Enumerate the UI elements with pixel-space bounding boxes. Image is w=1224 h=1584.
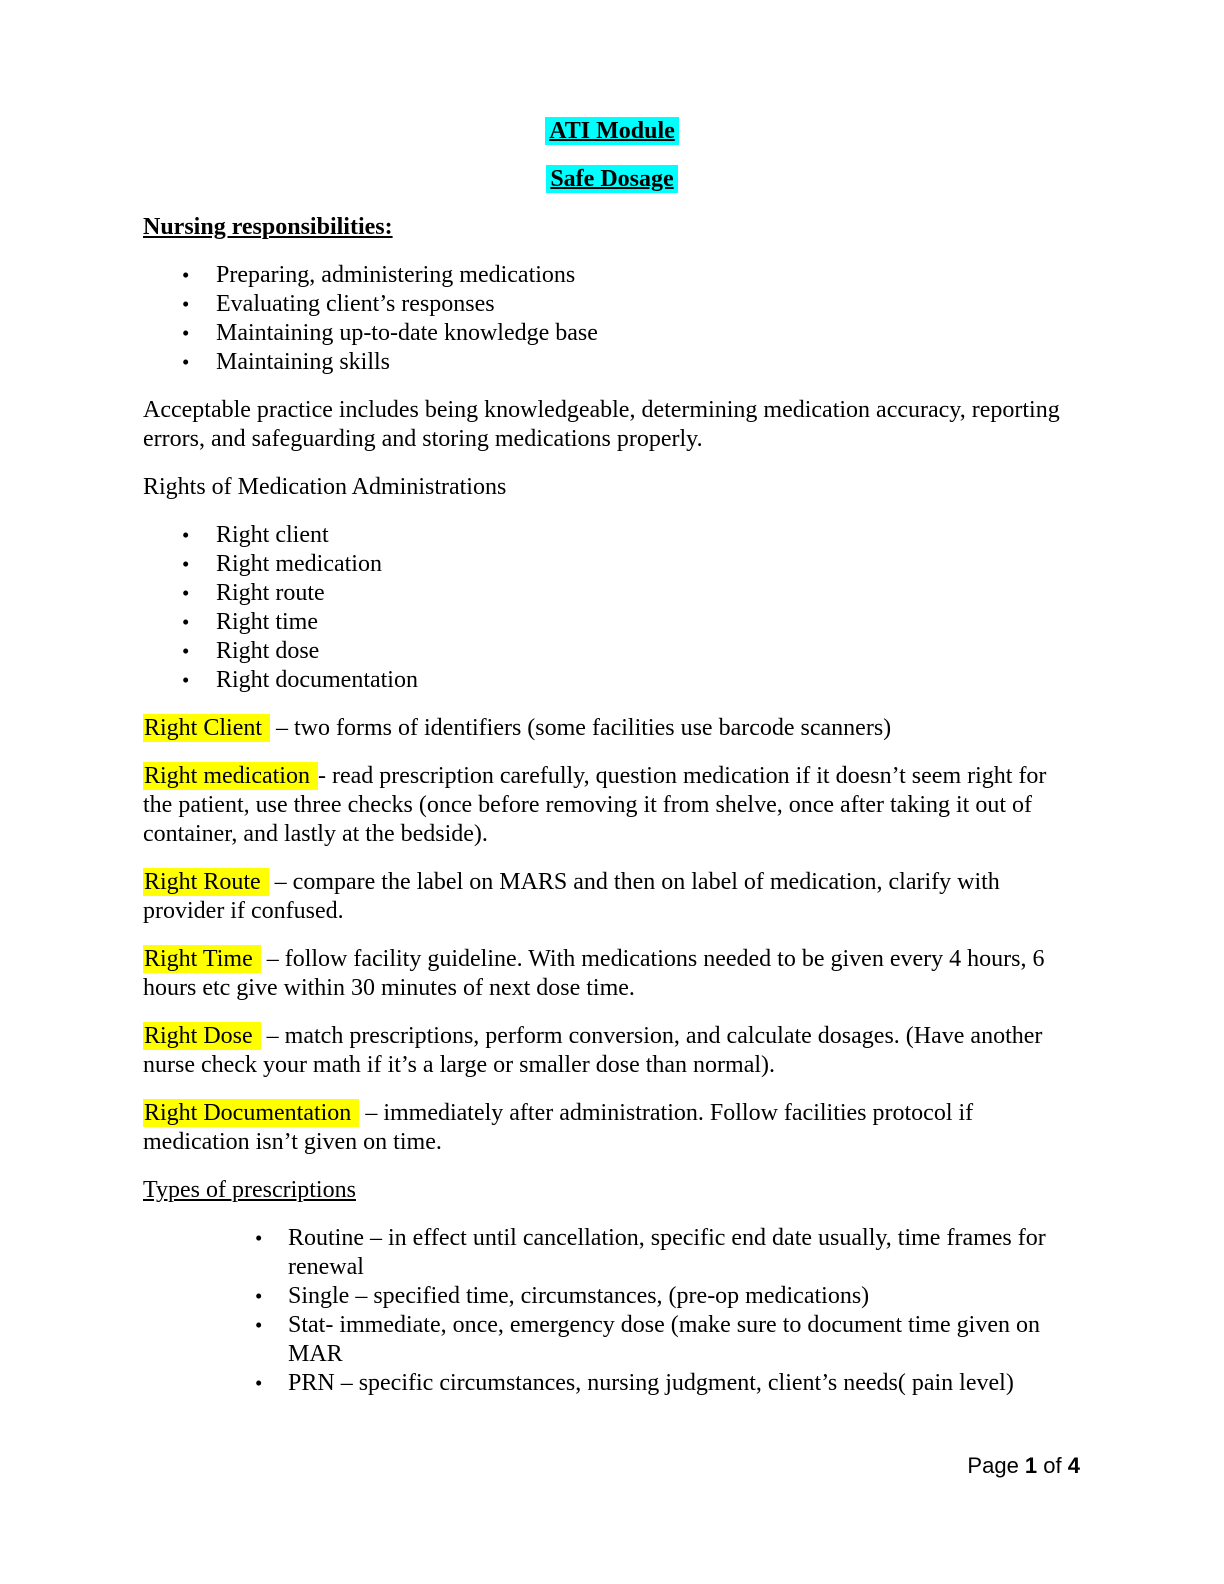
highlighted-term: Right Time (143, 945, 261, 973)
prescription-types-list (143, 1224, 1081, 1398)
rights-of-medication-heading: Rights of Medication Administrations (143, 474, 507, 500)
highlighted-term: Right Documentation (143, 1099, 359, 1127)
list-item: • Stat- immediate, once, emergency dose (make sure to document time given on MAR (143, 1311, 1081, 1369)
right-time-definition (143, 945, 1081, 1003)
section-heading-types-of-prescriptions: Types of prescriptions (143, 1177, 356, 1203)
list-item: • Single – specified time, circumstances, (pre-op medications) (143, 1282, 1081, 1311)
list-item: • PRN – specific circumstances, nursing judgment, client’s needs( pain level) (143, 1369, 1081, 1398)
definition-text: – follow facility guideline. With medications needed to be given every 4 hours, 6 hours etc give within 30 minutes of next dose time. (143, 946, 1051, 1001)
definition-text: – match prescriptions, perform conversion, and calculate dosages. (Have another nurse check your math if it’s a large or smaller dose than normal). (143, 1023, 1049, 1078)
list-item: • Evaluating client’s responses (143, 290, 1081, 319)
document-title: ATI Module (545, 117, 679, 145)
list-item: • Right dose (143, 637, 1081, 666)
section-heading-nursing-responsibilities: Nursing responsibilities: (143, 214, 393, 240)
highlighted-term: Right medication (143, 762, 318, 790)
list-item: • Right client (143, 521, 1081, 550)
page-footer (967, 1452, 1080, 1480)
page-label: Page (967, 1453, 1025, 1478)
list-item: • Right medication (143, 550, 1081, 579)
page-number: 1 (1024, 1453, 1038, 1478)
highlighted-term: Right Dose (143, 1022, 261, 1050)
definition-text: – two forms of identifiers (some facilities use barcode scanners) (270, 715, 892, 741)
nursing-responsibilities-list (143, 261, 1081, 377)
right-dose-definition (143, 1022, 1081, 1080)
acceptable-practice-paragraph: Acceptable practice includes being knowledgeable, determining medication accuracy, reporting errors, and safeguarding and storing medications properly. (143, 397, 1066, 452)
list-item: • Maintaining skills (143, 348, 1081, 377)
right-client-definition (143, 714, 1081, 743)
subtitle-row (143, 165, 1081, 194)
rights-of-medication-list (143, 521, 1081, 695)
definition-text: – compare the label on MARS and then on label of medication, clarify with provider if confused. (143, 869, 1006, 924)
highlighted-term: Right Route (143, 868, 269, 896)
right-route-definition (143, 868, 1081, 926)
list-item: • Right time (143, 608, 1081, 637)
of-label: of (1037, 1453, 1068, 1478)
definition-text: – immediately after administration. Follow facilities protocol if medication isn’t given on time. (143, 1100, 980, 1155)
list-item: • Right route (143, 579, 1081, 608)
title-row (143, 117, 1081, 146)
total-pages: 4 (1067, 1453, 1080, 1478)
list-item: • Right documentation (143, 666, 1081, 695)
right-documentation-definition (143, 1099, 1081, 1157)
highlighted-term: Right Client (143, 714, 270, 742)
document-subtitle: Safe Dosage (546, 165, 677, 193)
list-item: • Preparing, administering medications (143, 261, 1081, 290)
list-item: • Routine – in effect until cancellation, specific end date usually, time frames for renewal (143, 1224, 1081, 1282)
list-item: • Maintaining up-to-date knowledge base (143, 319, 1081, 348)
right-medication-definition (143, 762, 1081, 849)
definition-text: - read prescription carefully, question medication if it doesn’t seem right for the patient, use three checks (once before removing it from shelve, once after taking it out of container, and lastly at the bedside). (143, 763, 1053, 847)
